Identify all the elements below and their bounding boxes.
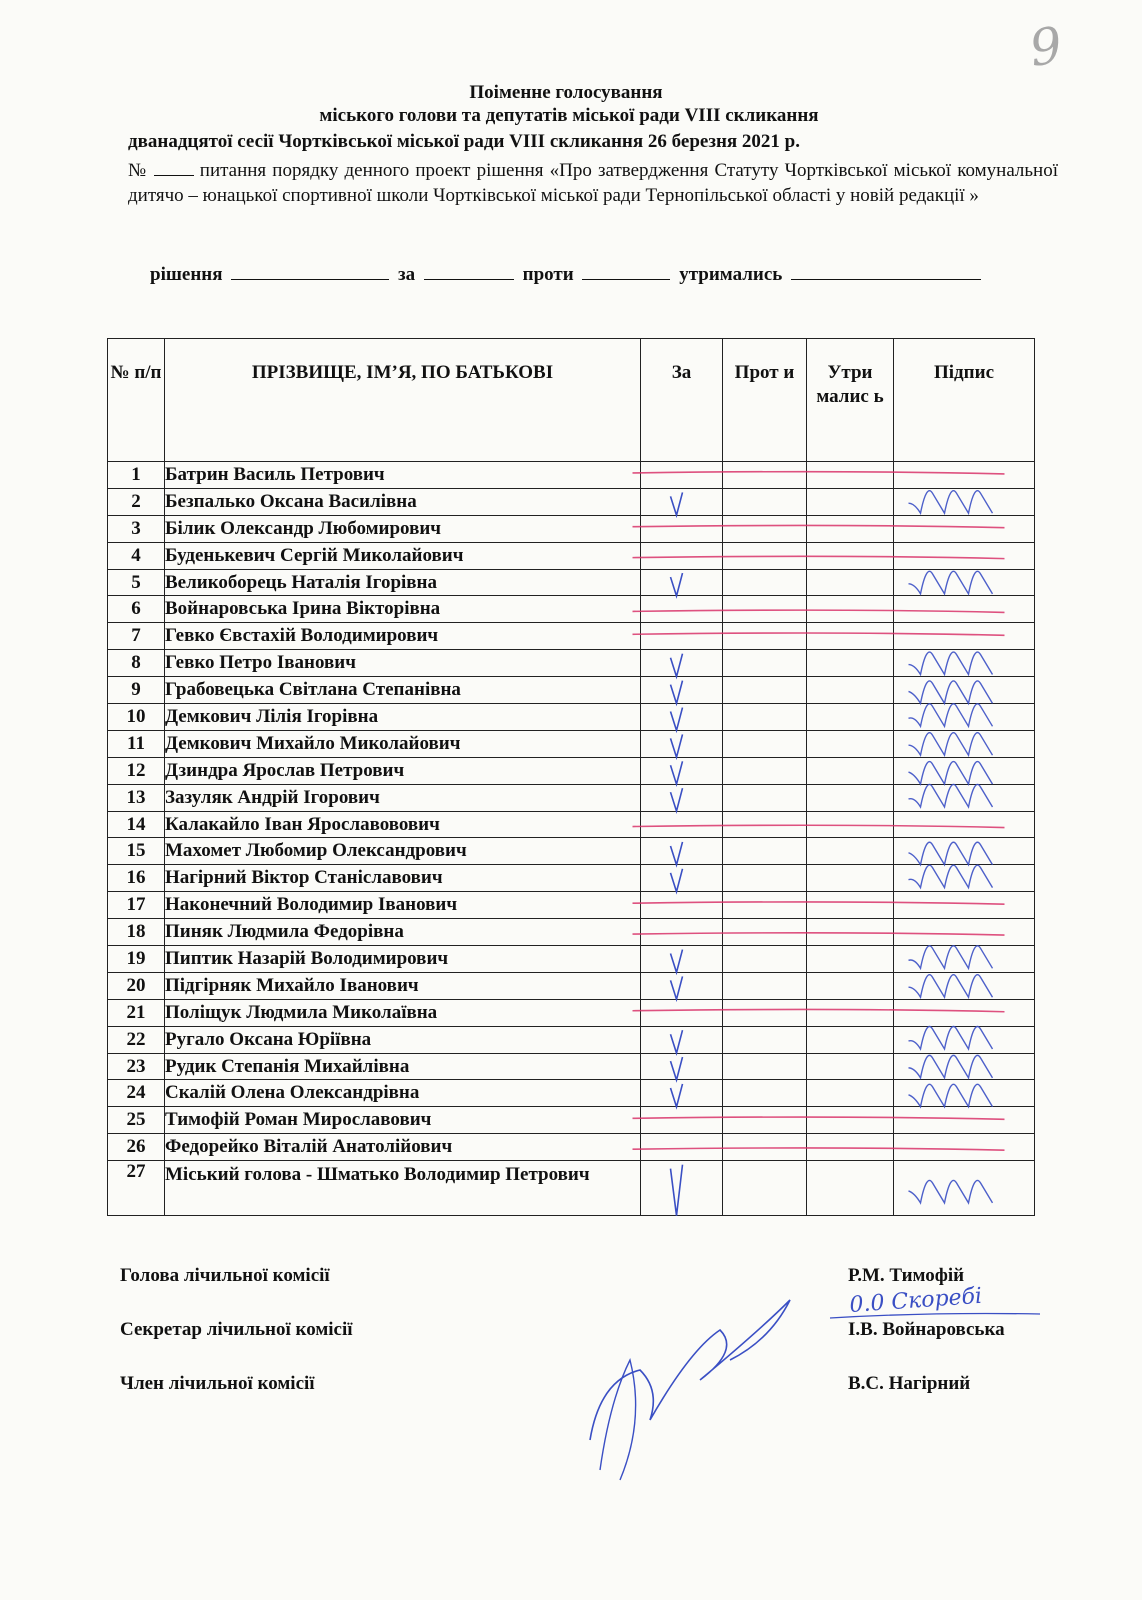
page-number-mark: 9	[1026, 16, 1066, 78]
row-signature-cell	[894, 784, 1035, 811]
table-row	[108, 811, 1035, 838]
row-for-cell	[641, 623, 723, 650]
row-num: 15	[108, 838, 165, 865]
row-abstained-cell	[807, 623, 894, 650]
table-row	[108, 596, 1035, 623]
row-against-cell	[723, 999, 807, 1026]
agenda-item	[128, 158, 1058, 208]
row-against-cell	[723, 919, 807, 946]
row-for-cell	[641, 677, 723, 704]
row-name: Підгірняк Михайло Іванович	[165, 972, 641, 999]
row-name: Поліщук Людмила Миколаївна	[165, 999, 641, 1026]
row-against-cell	[723, 730, 807, 757]
row-for-cell	[641, 596, 723, 623]
commission-signature	[590, 1300, 790, 1440]
table-row	[108, 623, 1035, 650]
table-row	[108, 1161, 1035, 1216]
row-for-cell	[641, 1134, 723, 1161]
row-signature-cell	[894, 946, 1035, 973]
document-subtitle: міського голови та депутатів міської ради VIII скликання	[319, 105, 819, 126]
table-header-row	[108, 339, 1035, 462]
row-abstained-cell	[807, 1053, 894, 1080]
row-against-cell	[723, 972, 807, 999]
row-num: 12	[108, 757, 165, 784]
row-signature-cell	[894, 865, 1035, 892]
row-signature-cell	[894, 650, 1035, 677]
row-against-cell	[723, 1080, 807, 1107]
row-for-cell	[641, 488, 723, 515]
row-signature-cell	[894, 838, 1035, 865]
row-num: 22	[108, 1026, 165, 1053]
table-row	[108, 462, 1035, 489]
row-for-cell	[641, 919, 723, 946]
row-name: Батрин Василь Петрович	[165, 462, 641, 489]
table-row	[108, 515, 1035, 542]
row-name: Гевко Петро Іванович	[165, 650, 641, 677]
row-abstained-cell	[807, 488, 894, 515]
row-for-cell	[641, 1026, 723, 1053]
row-against-cell	[723, 838, 807, 865]
handwritten-note: 0.0 Скоребі	[848, 1283, 983, 1318]
col-header-name: ПРІЗВИЩЕ, ІМ’Я, ПО БАТЬКОВІ	[165, 339, 641, 462]
row-num: 10	[108, 704, 165, 731]
row-signature-cell	[894, 623, 1035, 650]
row-against-cell	[723, 784, 807, 811]
note-underline	[830, 1314, 1040, 1319]
row-name: Зазуляк Андрій Ігорович	[165, 784, 641, 811]
row-signature-cell	[894, 730, 1035, 757]
document-title: Поіменне голосування	[469, 82, 663, 103]
row-abstained-cell	[807, 1134, 894, 1161]
row-name: Ругало Оксана Юріївна	[165, 1026, 641, 1053]
abstained-blank	[791, 263, 981, 280]
row-name: Міський голова - Шматько Володимир Петрович	[165, 1161, 641, 1216]
commission-signature	[600, 1360, 636, 1480]
row-against-cell	[723, 865, 807, 892]
row-signature-cell	[894, 1080, 1035, 1107]
table-row	[108, 677, 1035, 704]
row-name: Калакайло Іван Ярославовович	[165, 811, 641, 838]
for-label: за	[398, 264, 416, 285]
row-name: Рудик Степанія Михайлівна	[165, 1053, 641, 1080]
row-against-cell	[723, 811, 807, 838]
row-abstained-cell	[807, 838, 894, 865]
row-num: 1	[108, 462, 165, 489]
row-against-cell	[723, 515, 807, 542]
member-name: В.С. Нагірний	[848, 1373, 971, 1394]
table-row	[108, 972, 1035, 999]
row-name: Білик Олександр Любомирович	[165, 515, 641, 542]
table-row	[108, 488, 1035, 515]
row-num: 8	[108, 650, 165, 677]
row-abstained-cell	[807, 650, 894, 677]
table-row	[108, 865, 1035, 892]
row-abstained-cell	[807, 1161, 894, 1216]
table-row	[108, 838, 1035, 865]
row-num: 20	[108, 972, 165, 999]
row-signature-cell	[894, 515, 1035, 542]
row-num: 13	[108, 784, 165, 811]
row-signature-cell	[894, 1161, 1035, 1216]
row-abstained-cell	[807, 730, 894, 757]
row-num: 9	[108, 677, 165, 704]
abstained-label: утримались	[679, 264, 783, 285]
row-for-cell	[641, 784, 723, 811]
row-signature-cell	[894, 542, 1035, 569]
row-abstained-cell	[807, 462, 894, 489]
col-header-num: № п/п	[108, 339, 165, 462]
row-against-cell	[723, 1107, 807, 1134]
col-header-signature: Підпис	[894, 339, 1035, 462]
row-for-cell	[641, 946, 723, 973]
row-num: 19	[108, 946, 165, 973]
table-row	[108, 919, 1035, 946]
table-row	[108, 1080, 1035, 1107]
member-label: Член лічильної комісії	[120, 1373, 315, 1394]
row-num: 17	[108, 892, 165, 919]
row-signature-cell	[894, 811, 1035, 838]
row-num: 26	[108, 1134, 165, 1161]
decision-blank	[231, 263, 389, 280]
row-abstained-cell	[807, 999, 894, 1026]
row-signature-cell	[894, 999, 1035, 1026]
row-abstained-cell	[807, 757, 894, 784]
row-num: 6	[108, 596, 165, 623]
table-row	[108, 730, 1035, 757]
row-name: Нагірний Віктор Станіславович	[165, 865, 641, 892]
chair-label: Голова лічильної комісії	[120, 1265, 330, 1286]
row-name: Дзиндра Ярослав Петрович	[165, 757, 641, 784]
table-row	[108, 946, 1035, 973]
row-num: 14	[108, 811, 165, 838]
table-row	[108, 999, 1035, 1026]
row-name: Тимофій Роман Мирославович	[165, 1107, 641, 1134]
row-signature-cell	[894, 704, 1035, 731]
table-row	[108, 892, 1035, 919]
row-abstained-cell	[807, 892, 894, 919]
row-abstained-cell	[807, 515, 894, 542]
row-name: Великоборець Наталія Ігорівна	[165, 569, 641, 596]
row-num: 2	[108, 488, 165, 515]
result-line	[150, 263, 985, 286]
row-for-cell	[641, 1161, 723, 1216]
row-for-cell	[641, 892, 723, 919]
row-abstained-cell	[807, 865, 894, 892]
row-name: Безпалько Оксана Василівна	[165, 488, 641, 515]
row-against-cell	[723, 1053, 807, 1080]
row-name: Пиняк Людмила Федорівна	[165, 919, 641, 946]
row-signature-cell	[894, 462, 1035, 489]
row-abstained-cell	[807, 784, 894, 811]
row-against-cell	[723, 462, 807, 489]
row-num: 4	[108, 542, 165, 569]
row-for-cell	[641, 838, 723, 865]
row-signature-cell	[894, 1107, 1035, 1134]
row-signature-cell	[894, 1026, 1035, 1053]
table-row	[108, 1026, 1035, 1053]
row-abstained-cell	[807, 542, 894, 569]
row-against-cell	[723, 623, 807, 650]
table-row	[108, 704, 1035, 731]
row-for-cell	[641, 650, 723, 677]
row-name: Федорейко Віталій Анатолійович	[165, 1134, 641, 1161]
row-num: 27	[108, 1161, 165, 1216]
row-for-cell	[641, 757, 723, 784]
decision-label: рішення	[150, 264, 223, 285]
row-for-cell	[641, 542, 723, 569]
row-abstained-cell	[807, 1080, 894, 1107]
row-against-cell	[723, 704, 807, 731]
row-abstained-cell	[807, 596, 894, 623]
row-num: 18	[108, 919, 165, 946]
row-signature-cell	[894, 892, 1035, 919]
row-for-cell	[641, 1053, 723, 1080]
row-for-cell	[641, 704, 723, 731]
row-abstained-cell	[807, 972, 894, 999]
row-for-cell	[641, 811, 723, 838]
row-for-cell	[641, 569, 723, 596]
row-num: 25	[108, 1107, 165, 1134]
row-abstained-cell	[807, 569, 894, 596]
agenda-number-blank	[154, 161, 194, 176]
row-against-cell	[723, 1161, 807, 1216]
session-line: дванадцятої сесії Чортківської міської ради VIII скликання 26 березня 2021 р.	[128, 131, 800, 152]
row-for-cell	[641, 462, 723, 489]
row-num: 23	[108, 1053, 165, 1080]
chair-name: Р.М. Тимофій	[848, 1265, 965, 1286]
against-label: проти	[522, 264, 574, 285]
row-against-cell	[723, 569, 807, 596]
table-row	[108, 1107, 1035, 1134]
row-against-cell	[723, 677, 807, 704]
table-row	[108, 1134, 1035, 1161]
row-name: Махомет Любомир Олександрович	[165, 838, 641, 865]
row-abstained-cell	[807, 1107, 894, 1134]
row-against-cell	[723, 596, 807, 623]
row-abstained-cell	[807, 946, 894, 973]
row-for-cell	[641, 1080, 723, 1107]
row-num: 21	[108, 999, 165, 1026]
row-signature-cell	[894, 1134, 1035, 1161]
table-row	[108, 784, 1035, 811]
col-header-against: Прот и	[723, 339, 807, 462]
row-against-cell	[723, 488, 807, 515]
row-num: 3	[108, 515, 165, 542]
row-name: Грабовецька Світлана Степанівна	[165, 677, 641, 704]
row-name: Гевко Євстахій Володимирович	[165, 623, 641, 650]
row-for-cell	[641, 865, 723, 892]
row-abstained-cell	[807, 919, 894, 946]
row-name: Демкович Михайло Миколайович	[165, 730, 641, 757]
row-signature-cell	[894, 596, 1035, 623]
table-row	[108, 650, 1035, 677]
row-name: Пиптик Назарій Володимирович	[165, 946, 641, 973]
for-blank	[424, 263, 514, 280]
row-name: Наконечний Володимир Іванович	[165, 892, 641, 919]
row-for-cell	[641, 1107, 723, 1134]
row-signature-cell	[894, 919, 1035, 946]
row-abstained-cell	[807, 677, 894, 704]
secretary-name: І.В. Войнаровська	[848, 1319, 1005, 1340]
row-abstained-cell	[807, 811, 894, 838]
row-name: Демкович Лілія Ігорівна	[165, 704, 641, 731]
col-header-abstained: Утри малис ь	[807, 339, 894, 462]
row-signature-cell	[894, 757, 1035, 784]
row-signature-cell	[894, 972, 1035, 999]
row-abstained-cell	[807, 704, 894, 731]
row-for-cell	[641, 999, 723, 1026]
row-signature-cell	[894, 488, 1035, 515]
row-name: Буденькевич Сергій Миколайович	[165, 542, 641, 569]
row-against-cell	[723, 1134, 807, 1161]
row-against-cell	[723, 757, 807, 784]
row-for-cell	[641, 730, 723, 757]
row-num: 11	[108, 730, 165, 757]
row-signature-cell	[894, 677, 1035, 704]
table-row	[108, 569, 1035, 596]
agenda-item-text: питання порядку денного проект рішення «Про затвердження Статуту Чортківської міської комунальної дитячо – юнацької спортивної школи Чортківської міської ради Тернопільської області у новій редакції »	[128, 160, 1059, 206]
row-against-cell	[723, 650, 807, 677]
table-row	[108, 1053, 1035, 1080]
col-header-for: За	[641, 339, 723, 462]
row-for-cell	[641, 972, 723, 999]
row-num: 24	[108, 1080, 165, 1107]
roll-call-table	[107, 338, 1035, 1216]
row-name: Скалій Олена Олександрівна	[165, 1080, 641, 1107]
row-signature-cell	[894, 569, 1035, 596]
row-against-cell	[723, 946, 807, 973]
row-signature-cell	[894, 1053, 1035, 1080]
row-against-cell	[723, 892, 807, 919]
table-row	[108, 757, 1035, 784]
against-blank	[582, 263, 670, 280]
row-for-cell	[641, 515, 723, 542]
row-num: 5	[108, 569, 165, 596]
row-against-cell	[723, 1026, 807, 1053]
table-row	[108, 542, 1035, 569]
row-against-cell	[723, 542, 807, 569]
row-num: 16	[108, 865, 165, 892]
row-num: 7	[108, 623, 165, 650]
agenda-item-prefix: №	[128, 160, 148, 181]
row-abstained-cell	[807, 1026, 894, 1053]
row-name: Войнаровська Ірина Вікторівна	[165, 596, 641, 623]
secretary-label: Секретар лічильної комісії	[120, 1319, 353, 1340]
